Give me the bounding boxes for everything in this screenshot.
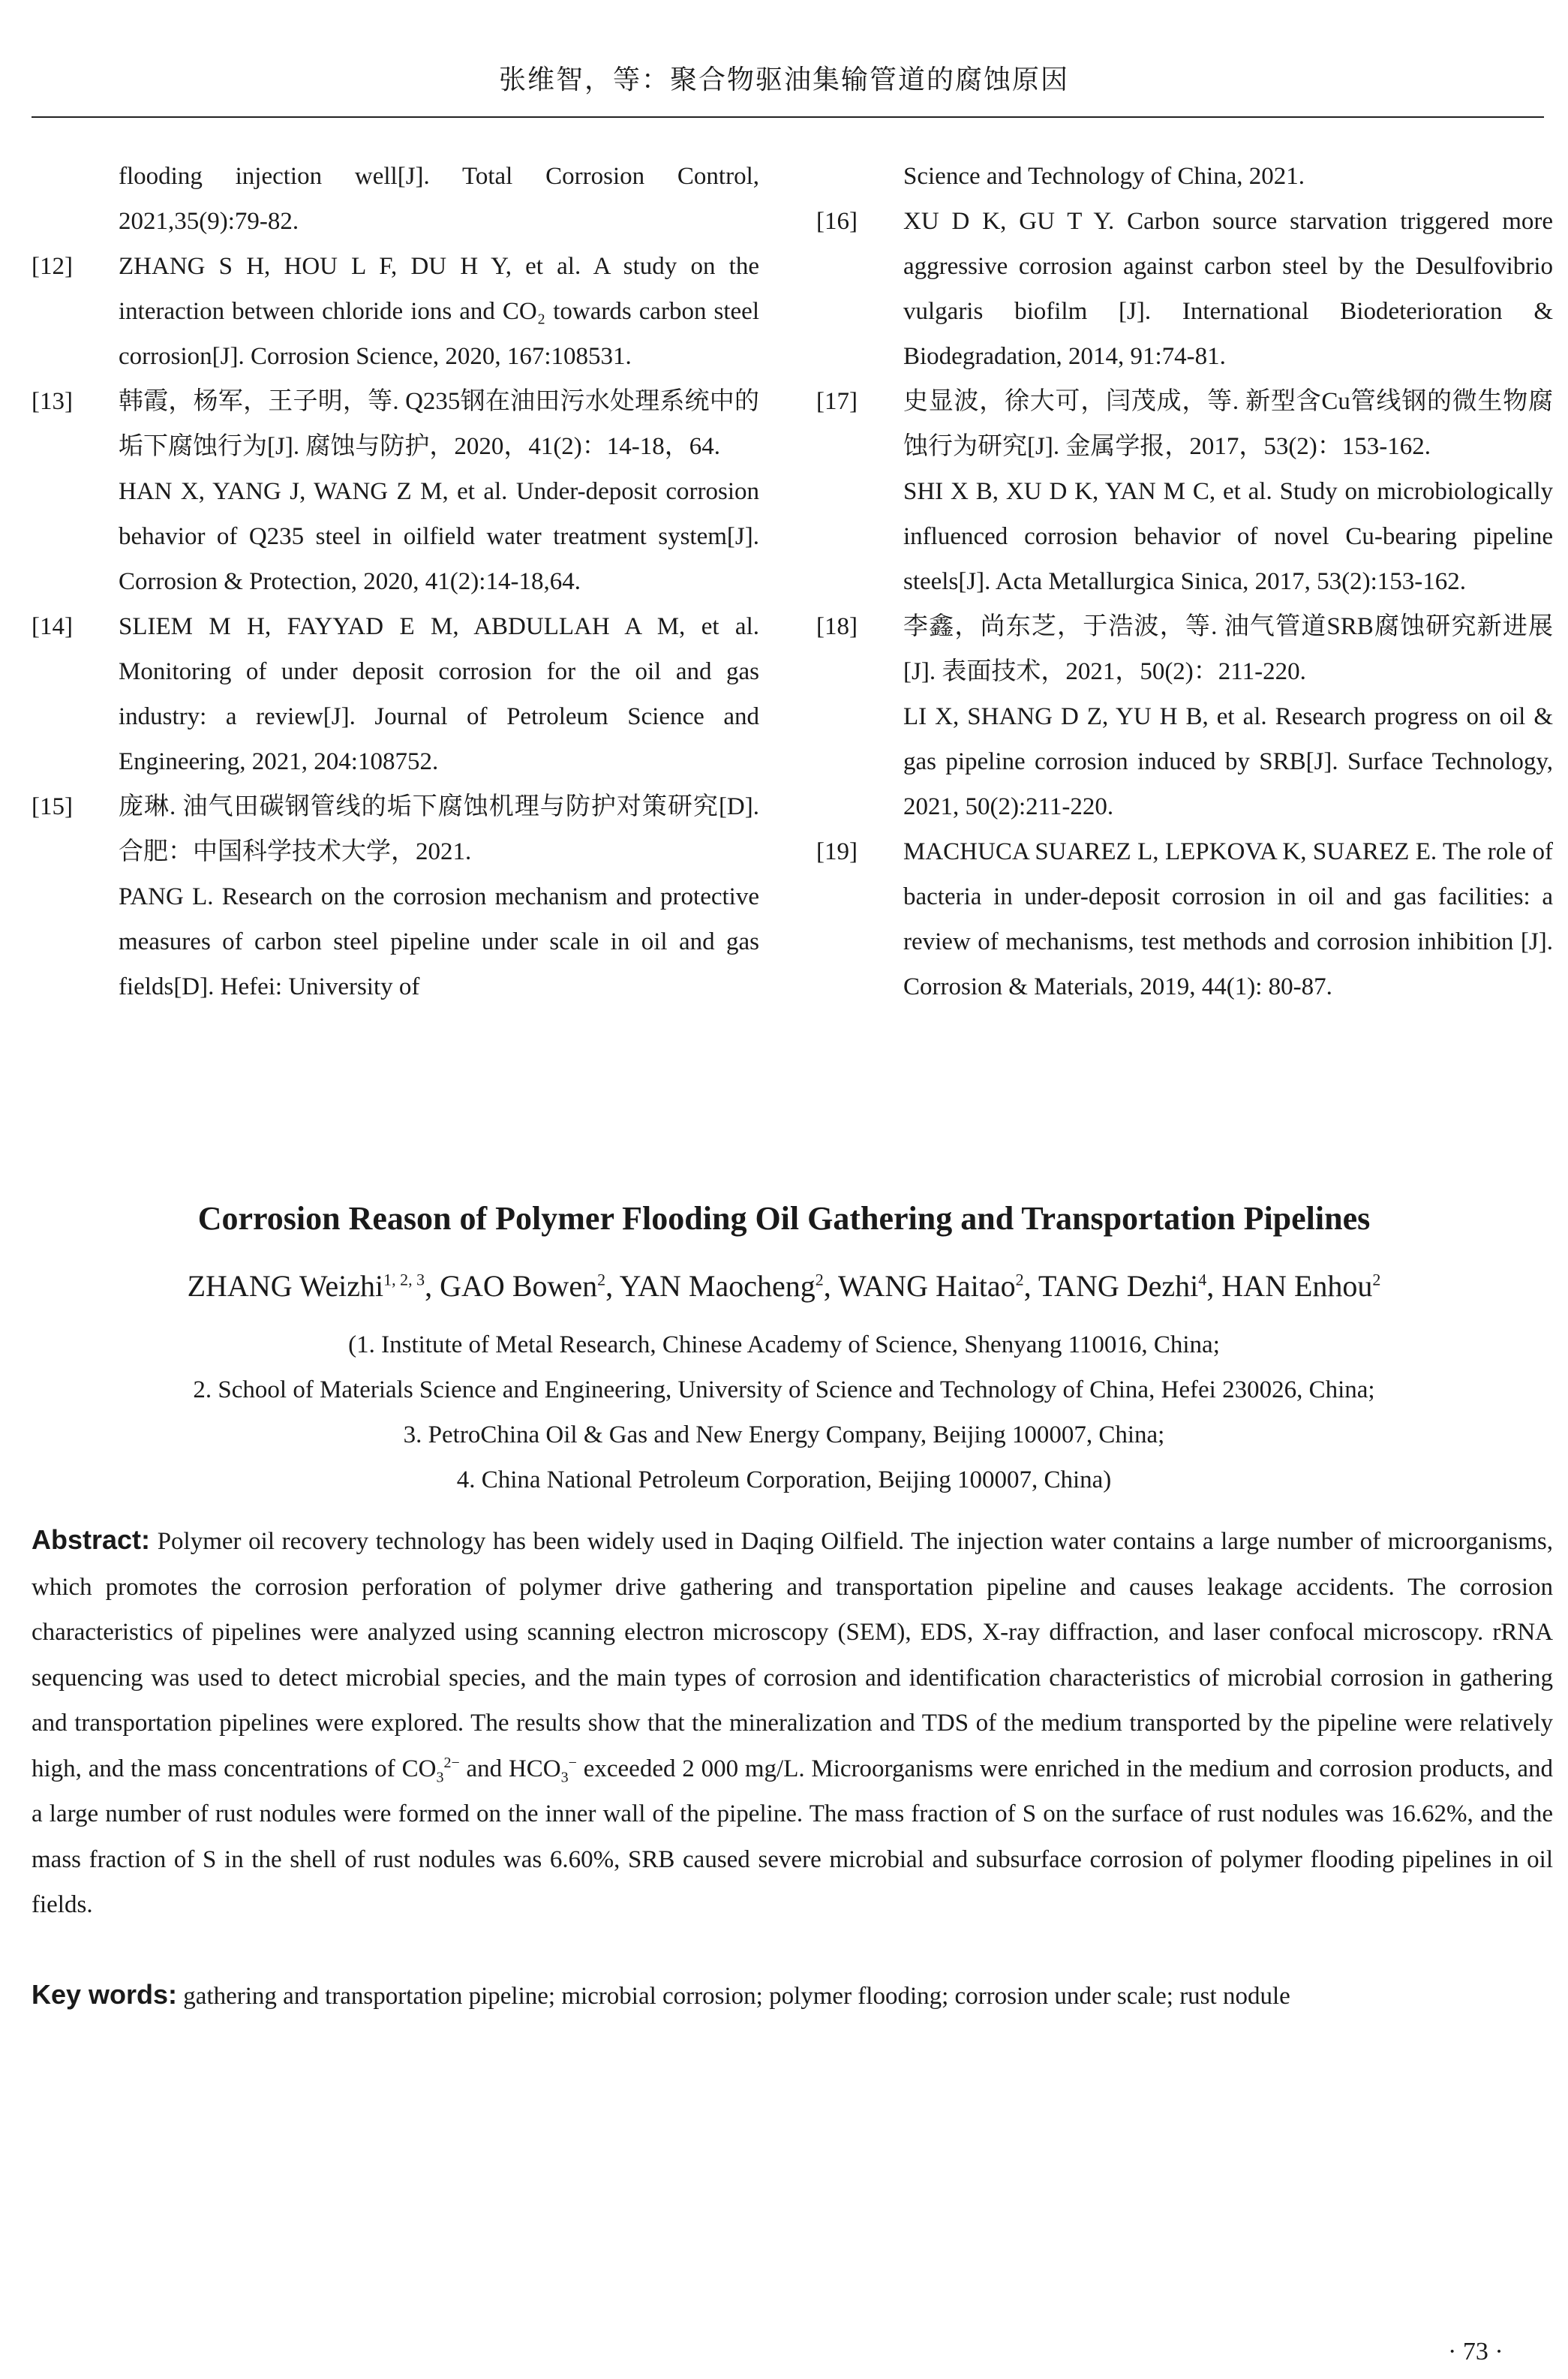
reference-text: MACHUCA SUAREZ L, LEPKOVA K, SUAREZ E. The role of bacteria in under-deposit corrosion in oil and gas facilities: a review of mechanisms, test methods and corrosion inhibition [J]. Corrosion & Materials, 2019, 44(1): 80-87. [903,838,1553,1000]
header-divider [32,116,1544,118]
author-affiliation-mark: 2 [597,1270,606,1289]
affiliation-line: 2. School of Materials Science and Engineering, University of Science and Technology of China, Hefei 230026, China; [193,1376,1375,1403]
abstract-text: and [459,1755,509,1782]
abstract-label: Abstract: [32,1524,151,1555]
reference-number: [12] [32,253,73,280]
running-header-title: 张维智，等：聚合物驱油集输管道的腐蚀原因 [498,65,1069,95]
abstract-paragraph [32,1517,1553,1928]
keywords-line [32,1972,1553,2019]
reference-text-zh: 李鑫，尚东芝，于浩波，等. 油气管道SRB腐蚀研究新进展[J]. 表面技术，2021，50(2)：211-220. [903,613,1553,685]
keywords-label: Key words: [32,1979,178,2010]
reference-item [816,829,1553,1009]
reference-item [816,154,1553,199]
keywords-text: gathering and transportation pipeline; microbial corrosion; polymer flooding; corrosion under scale; rust nodule [183,1983,1290,2010]
author-name: YAN Maocheng [619,1269,816,1303]
reference-number: [13] [32,388,73,415]
author-affiliation-mark: 4 [1198,1270,1207,1289]
references-right-column [816,154,1553,1009]
reference-number: [15] [32,793,73,820]
reference-item [32,154,759,244]
reference-item [816,379,1553,604]
affiliation-line: 4. China National Petroleum Corporation, Beijing 100007, China) [456,1466,1112,1493]
article-title: Corrosion Reason of Polymer Flooding Oil Gathering and Transportation Pipelines [197,1200,1371,1237]
author-name: TANG Dezhi [1038,1269,1199,1303]
reference-number: [14] [32,613,73,640]
reference-number: [18] [816,613,858,640]
reference-text: flooding injection well[J]. Total Corrosion Control, 2021,35(9):79-82. [119,163,759,235]
reference-item [32,604,759,784]
affiliation-line: (1. Institute of Metal Research, Chinese Academy of Science, Shenyang 110016, China; [348,1331,1220,1358]
reference-item [32,784,759,1009]
reference-item [816,604,1553,829]
author-affiliation-mark: 2 [815,1270,824,1289]
author-affiliation-mark: 2 [1015,1270,1024,1289]
abstract-text: Polymer oil recovery technology has been widely used in Daqing Oilfield. The injection water contains a large number of microorganisms, which promotes the corrosion perforation of polymer drive gathering and transportation pipeline and causes leakage accidents. The corrosion characteristics of pipelines were analyzed using scanning electron microscopy (SEM), EDS, X-ray diffraction, and laser confocal microscopy. rRNA sequencing was used to detect microbial species, and the main types of corrosion and identification characteristics of microbial corrosion in gathering and transportation pipelines were explored. The results show that the mineralization and TDS of the medium transported by the pipeline were relatively high, and the mass concentrations of [32,1528,1554,1782]
reference-item [816,199,1553,379]
author-affiliation-mark: 2 [1372,1270,1381,1289]
affiliation-list [0,1322,1568,1502]
page-number: · 73 · [1448,2338,1503,2365]
reference-text-en: PANG L. Research on the corrosion mechanism and protective measures of carbon steel pipeline under scale in oil and gas fields[D]. Hefei: University of [119,883,759,1000]
reference-text: Science and Technology of China, 2021. [903,163,1305,190]
affiliation-line: 3. PetroChina Oil & Gas and New Energy Company, Beijing 100007, China; [403,1421,1165,1448]
reference-text-en: HAN X, YANG J, WANG Z M, et al. Under-deposit corrosion behavior of Q235 steel in oilfield water treatment system[J]. Corrosion & Protection, 2020, 41(2):14-18,64. [119,478,759,595]
reference-item [32,244,759,379]
references-left-column [32,154,759,1009]
author-name: ZHANG Weizhi [187,1269,384,1303]
author-name: WANG Haitao [838,1269,1016,1303]
abstract-text: exceeded 2 000 mg/L. Microorganisms were enriched in the medium and corrosion products, and a large number of rust nodules were formed on the inner wall of the pipeline. The mass fraction of S on the surface of rust nodules was 16.62%, and the mass fraction of S in the shell of rust nodules was 6.60%, SRB caused severe microbial and subsurface corrosion of polymer flooding pipelines in oil fields. [32,1755,1553,1918]
author-affiliation-mark: 1, 2, 3 [383,1270,425,1289]
reference-text-en: SHI X B, XU D K, YAN M C, et al. Study on microbiologically influenced corrosion behavior of novel Cu-bearing pipeline steels[J]. Acta Metallurgica Sinica, 2017, 53(2):153-162. [903,478,1553,595]
reference-text-zh: 韩霞，杨军，王子明，等. Q235钢在油田污水处理系统中的垢下腐蚀行为[J]. 腐蚀与防护，2020，41(2)：14-18，64. [119,388,759,460]
author-list: ZHANG Weizhi$^{1, 2, 3}$, GAO Bowen$^2$, YAN Maocheng$^2$, WANG Haitao$^2$, TANG Dezhi$^4$, HAN Enhou$^2$ [187,1269,1381,1303]
reference-number: [17] [816,388,858,415]
author-name: GAO Bowen [440,1269,598,1303]
reference-number: [19] [816,838,858,865]
reference-text-zh: 庞琳. 油气田碳钢管线的垢下腐蚀机理与防护对策研究[D]. 合肥：中国科学技术大学，2021. [119,793,759,865]
bicarbonate-formula: $HCO_3^-$ [508,1754,577,1786]
reference-text-zh: 史显波，徐大可，闫茂成，等. 新型含Cu管线钢的微生物腐蚀行为研究[J]. 金属学报，2017，53(2)：153-162. [903,388,1553,460]
carbonate-formula: $CO_3^{2-}$ [401,1754,460,1786]
reference-text: SLIEM M H, FAYYAD E M, ABDULLAH A M, et al. Monitoring of under deposit corrosion for the oil and gas industry: a review[J]. Journal of Petroleum Science and Engineering, 2021, 204:108752. [119,613,759,775]
reference-number: [16] [816,208,858,235]
reference-item [32,379,759,604]
reference-text-en: LI X, SHANG D Z, YU H B, et al. Research progress on oil & gas pipeline corrosion induced by SRB[J]. Surface Technology, 2021, 50(2):211-220. [903,703,1553,820]
reference-text: XU D K, GU T Y. Carbon source starvation triggered more aggressive corrosion against carbon steel by the Desulfovibrio vulgaris biofilm [J]. International Biodeterioration & Biodegradation, 2014, 91:74-81. [903,208,1553,370]
reference-text: ZHANG S H, HOU L F, DU H Y, et al. A study on the interaction between chloride ions and CO₂ towards carbon steel corrosion[J]. Corrosion Science, 2020, 167:108531. [119,253,759,370]
author-name: HAN Enhou [1221,1269,1373,1303]
